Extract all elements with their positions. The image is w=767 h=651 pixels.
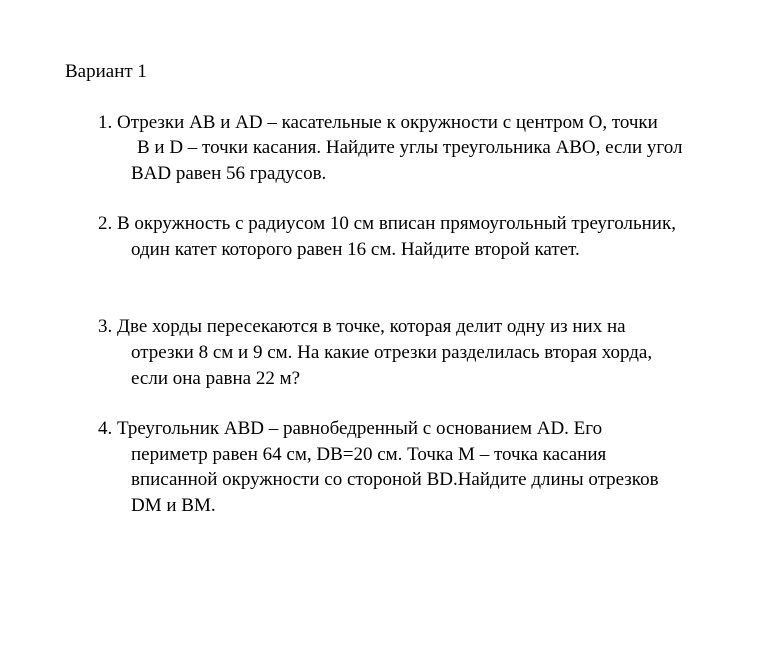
problem-4-line-3: вписанной окружности со стороной BD.Найдите длины отрезков (131, 469, 659, 490)
problem-1-line-2: B и D – точки касания. Найдите углы треугольника ABO, если угол (137, 137, 683, 158)
problem-4-line-1: 4. Треугольник ABD – равнобедренный с основанием AD. Его (98, 418, 603, 439)
problem-1-line-1: 1. Отрезки AB и AD – касательные к окружности с центром O, точки (98, 112, 658, 133)
problem-3-line-1: 3. Две хорды пересекаются в точке, которая делит одну из них на (98, 316, 626, 337)
problem-4-line-2: периметр равен 64 см, DB=20 см. Точка M – точка касания (131, 444, 607, 465)
variant-title: Вариант 1 (65, 61, 147, 82)
problem-1-line-3: BAD равен 56 градусов. (131, 163, 327, 184)
problem-2-line-2: один катет которого равен 16 см. Найдите второй катет. (131, 239, 580, 260)
problem-2-line-1: 2. В окружность с радиусом 10 см вписан прямоугольный треугольник, (98, 213, 676, 234)
problem-4-line-4: DM и BM. (131, 495, 216, 516)
problem-3-line-2: отрезки 8 см и 9 см. На какие отрезки разделилась вторая хорда, (131, 342, 653, 363)
problem-3-line-3: если она равна 22 м? (131, 368, 301, 389)
